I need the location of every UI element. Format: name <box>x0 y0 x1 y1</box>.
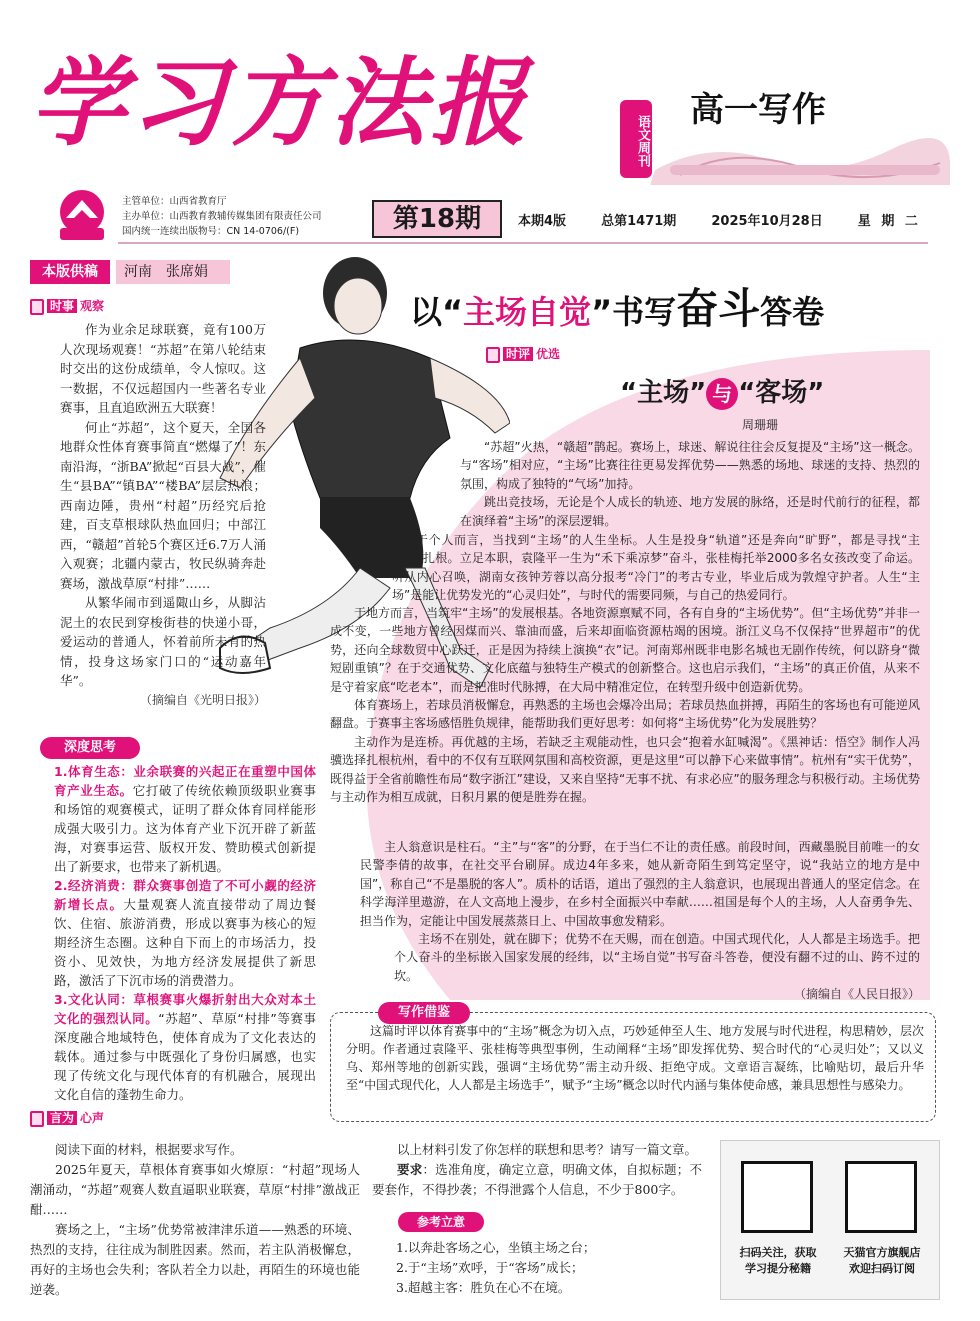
reference-idea: 1.以奔赴客场之心，坐镇主场之台； <box>396 1240 596 1255</box>
deep-item-body: 大量观赛人流直接带动了周边餐饮、住宿、旅游消费，形成以赛事为核心的短期经济生态圈。这种自下而上的市场活力，投资小、见效快，为地方经济发展提供了新思路，激活了下沉市场的消费潜力。 <box>54 897 316 988</box>
article-paragraph: 跳出竞技场，无论是个人成长的轨迹、地方发展的脉络，还是时代前行的征程，都在演绎着“主场”的深层逻辑。 <box>460 495 920 528</box>
contributor-badge: 本版供稿 <box>30 260 110 284</box>
book-icon <box>486 347 500 363</box>
publisher-info <box>122 194 322 239</box>
issue-number: 第18期 <box>372 200 502 238</box>
qr-code-follow[interactable] <box>741 1161 813 1233</box>
article-body-top <box>460 438 920 530</box>
article-title <box>620 372 824 410</box>
article-source: （摘编自《人民日报》） <box>793 987 920 1002</box>
writing-tips-text <box>346 1022 924 1094</box>
section-tag-voice <box>30 1108 107 1128</box>
headline-part1: 以“ <box>410 293 464 331</box>
writing-tips-badge: 写作借鉴 <box>378 1002 470 1024</box>
weekday: 星 期 二 <box>857 214 918 229</box>
deep-item-heading: 2.经济消费：群众赛事创造了不可小觑的经济新增长点。 <box>54 878 316 912</box>
article-body-upper <box>392 531 920 605</box>
observe-paragraph: 作为业余足球联赛，竟有100万人次现场观赛！“苏超”在第八轮结束时交出的这份成绩单，令人惊叹。这一数据，不仅远超国内一些著名专业赛事，且直追欧洲五大联赛！ <box>60 322 266 415</box>
article-title-part: “客场” <box>738 378 825 408</box>
headline-part4: 答卷 <box>760 293 825 331</box>
prompt-question: 以上材料引发了你怎样的联想和思考？请写一篇文章。 <box>397 1142 698 1157</box>
deep-item-heading: 1.体育生态：业余联赛的兴起正在重塑中国体育产业生态。 <box>54 764 316 798</box>
qr-caption-line: 欢迎扫码订阅 <box>849 1262 915 1275</box>
article-author: 周珊珊 <box>742 418 779 432</box>
observe-paragraph: 从繁华闹市到遥陬山乡，从脚沾泥土的农民到穿梭街巷的快递小哥，爱运动的普通人，怀着前所未有的热情，投身这场家门口的“运动嘉年华”。 <box>60 595 266 688</box>
article-title-connector: 与 <box>706 378 738 410</box>
deep-item <box>54 876 316 990</box>
reference-ideas-list <box>396 1238 706 1298</box>
article-title-part: “主场” <box>620 378 707 408</box>
info-line-supervisor: 主管单位：山西省教育厅 <box>122 196 227 207</box>
observe-source: （摘编自《光明日报》） <box>139 692 266 707</box>
book-icon <box>30 1111 44 1127</box>
qr-caption-line: 学习提分秘籍 <box>745 1262 811 1275</box>
deep-item <box>54 762 316 876</box>
info-line-sponsor: 主办单位：山西教育教辅传媒集团有限责任公司 <box>122 211 322 222</box>
info-line-serial: 国内统一连续出版物号：CN 14-0706/(F) <box>122 226 300 237</box>
prompt-material <box>30 1140 360 1300</box>
newspaper-logo <box>52 188 112 242</box>
masthead-title: 学习方法报 <box>30 47 530 159</box>
article-body-main <box>330 604 920 806</box>
observe-article <box>60 320 266 710</box>
qr-caption-line: 天猫官方旗舰店 <box>843 1246 921 1259</box>
section-tag-tail: 优选 <box>536 347 561 361</box>
requirements-label: 要求 <box>397 1162 423 1177</box>
headline-pink: 主场自觉 <box>463 293 592 331</box>
article-paragraph: 主场不在别处，就在脚下；优势不在天赐，而在创造。中国式现代化，人人都是主场选手。把个人奋斗的坐标嵌入国家发展的经纬，以“主场自觉”书写奋斗答卷，便没有翻不过的山、跨不过的坎。 <box>394 932 920 983</box>
article-paragraph: 主动作为是连桥。再优越的主场，若缺乏主观能动性，也只会“抱着水缸喊渴”。《黑神话：悟空》制作人冯骥选择扎根杭州，看中的不仅有互联网氛围和高校资源，更是这里“可以静下心来做事情”。杭州有“实干优势”，既得益于全省前瞻性布局“数字浙江”建设，又来自坚持“无事不扰、有求必应”的服务理念与积极行动。主场优势与主动作为相互成就，日积月累的便是胜券在握。 <box>330 734 920 805</box>
deep-item <box>54 990 316 1104</box>
deep-thinking-list <box>54 762 316 1104</box>
section-tag-lead: 时评 <box>503 347 533 361</box>
headline-part3: 奋斗 <box>676 284 761 333</box>
article-paragraph: 主人翁意识是柱石。“主”与“客”的分野，在于当仁不让的责任感。前段时间，西藏墨脱目前唯一的女民警李倩的故事，在社交平台刷屏。成边4年多来，她从新奇陌生到笃定坚守，说“我站立的地方是中国”，称自己“不是墨脱的客人”。质朴的话语，道出了强烈的主人翁意识，也展现出普通人的坚定信念。在科学海洋里遨游，在人文高地上漫步，在乡村全面振兴中奉献……祖国是每个人的主场，人人奋勇争先、担当作为，定能让中国发展蒸蒸日上、中国故事愈发精彩。 <box>360 840 920 928</box>
article-paragraph: “苏超”火热，“赣超”鹊起。赛场上，球迷、解说往往会反复提及“主场”这一概念。与“客场”相对应，“主场”比赛往往更易发挥优势——熟悉的场地、球迷的支持、热烈的氛围，构成了独特的“气场”加持。 <box>460 440 920 491</box>
article-paragraph: 体育赛场上，若球员消极懈怠，再熟悉的主场也会爆冷出局；若球员热血拼搏，再陌生的客场也有可能逆风翻盘。于赛事主客场感悟胜负规律，能帮助我们更好思考：如何将“主场优势”化为发展胜势？ <box>330 698 920 731</box>
edition-title: 高一写作 <box>690 90 826 130</box>
section-tag-lead: 言为 <box>47 1111 77 1125</box>
qr-code-store[interactable] <box>845 1161 917 1233</box>
section-tag-review <box>486 344 563 364</box>
reference-idea: 2.于“主场”欢呼，于“客场”成长； <box>396 1260 584 1275</box>
section-tag-tail: 心声 <box>80 1111 105 1125</box>
total-issue: 总第1471期 <box>601 214 677 229</box>
article-body-lower <box>360 838 920 930</box>
requirements-text: ：选准角度，确定立意，明确文体，自拟标题；不要套作，不得抄袭；不得泄露个人信息，不少于800字。 <box>372 1162 702 1197</box>
headline-part2: ”书写 <box>591 293 677 331</box>
weekly-tag: 语文周刊 <box>620 100 652 178</box>
deep-item-body: “苏超”、草原“村排”等赛事深度融合地域特色，使体育成为了文化表达的载体。通过参与中既强化了身份归属感，也实现了传统文化与现代体育的有机融合，展现出文化自信的蓬勃生命力。 <box>54 1011 316 1102</box>
reference-ideas-badge: 参考立意 <box>398 1212 484 1232</box>
prompt-intro: 阅读下面的材料，根据要求写作。 <box>55 1142 243 1157</box>
article-paragraph: 于个人而言，当找到“主场”的人生坐标。人生是投身“轨道”还是奔向“旷野”，都是寻找“主场”的扎根。立足本职，袁隆平一生为“禾下乘凉梦”奋斗，张桂梅托举2000多名女孩改变了命运。听从内心召唤，湖南女孩钟芳蓉以高分报考“冷门”的考古专业，毕业后成为敦煌守护者。人生“主场”是能让优势发光的“心灵归处”，与时代的需要同频，与自己的热爱同行。 <box>392 533 920 603</box>
section-tag-tail: 观察 <box>80 299 105 313</box>
qr-caption-line: 扫码关注，获取 <box>739 1246 817 1259</box>
prompt-paragraph: 赛场之上，“主场”优势常被津津乐道——熟悉的环境、热烈的支持，往往成为制胜因素。然而，若主队消极懈怠，再好的主场也会失利；客队若全力以赴，再陌生的环境也能逆袭。 <box>30 1222 360 1297</box>
section-tag-observe <box>30 296 107 316</box>
reference-idea: 3.超越主客：胜负在心不在境。 <box>396 1280 571 1295</box>
writing-tips-paragraph: 这篇时评以体育赛事中的“主场”概念为切入点，巧妙延伸至人生、地方发展与时代进程，构思精妙，层次分明。作者通过袁隆平、张桂梅等典型事例，生动阐释“主场”即发挥优势、契合时代的“心灵归处”；又以义乌、郑州等地的创新实践，强调“主场优势”需主动升级、拒绝守成。文章语言凝练，比喻贴切，最后升华至“中国式现代化，人人都是主场选手”，赋予“主场”概念以时代内涵与集体使命感，兼具思想性与感染力。 <box>346 1024 924 1092</box>
deep-thinking-badge: 深度思考 <box>40 737 140 759</box>
contributor-name: 河南 张席娟 <box>116 260 230 284</box>
prompt-requirements <box>372 1140 702 1200</box>
deep-item-body: 它打破了传统依赖顶级职业赛事和场馆的观赛模式，证明了群众体育同样能形成强大吸引力。这为体育产业下沉开辟了新蓝海，对赛事运营、版权开发、赞助模式创新提出了新要求，也带来了新机遇。 <box>54 783 316 874</box>
observe-paragraph: 何止“苏超”，这个夏天，全国各地群众性体育赛事简直“燃爆了”！东南沿海，“浙BA”掀起“百县大战”，催生“县BA”“镇BA”“楼BA”层层热浪；西南边陲，贵州“村超”历经究后抢建，百支草根球队热血回归；中部江西，“赣超”首轮5个赛区迁6.7万人涌入观赛；北疆内蒙古，牧民纵骑奔赴赛场，激战草原“村排”…… <box>60 419 266 591</box>
header-divider <box>118 242 928 244</box>
publish-date: 2025年10月28日 <box>711 214 823 229</box>
qr-caption-store <box>831 1245 933 1277</box>
scroll-decoration <box>650 125 950 185</box>
section-tag-lead: 时事 <box>47 299 77 313</box>
qr-panel <box>720 1140 940 1300</box>
article-paragraph: 于地方而言，当筑牢“主场”的发展根基。各地资源禀赋不同，各有自身的“主场优势”。但“主场优势”并非一成不变，一些地方曾经因煤而兴、靠油而盛，后来却面临资源枯竭的困境。浙江义乌不仅保持“世界超市”的优势，还向全球数贸中心跃迁，正是因为持续上演换“衣”记。河南郑州既非电影名城也无剧作传统，何以跻身“微短剧重镇”？在于交通优势、文化底蕴与独特生产模式的创新整合。这也启示我们，“主场”的真正价值，从来不是守着家底“吃老本”，而是把准时代脉搏，在大局中精准定位，在转型升级中创造新优势。 <box>330 606 920 694</box>
issue-meta <box>518 210 918 229</box>
pages-count: 本期4版 <box>518 214 567 229</box>
book-icon <box>30 299 44 315</box>
prompt-paragraph: 2025年夏天，草根体育赛事如火燎原：“村超”现场人潮涌动，“苏超”观赛人数直逼职业联赛，草原“村排”激战正酣…… <box>30 1162 360 1217</box>
qr-caption-follow <box>727 1245 829 1277</box>
deep-item-heading: 3.文化认同：草根赛事火爆折射出大众对本土文化的强烈认同。 <box>54 992 316 1026</box>
article-body-end <box>394 930 920 1004</box>
